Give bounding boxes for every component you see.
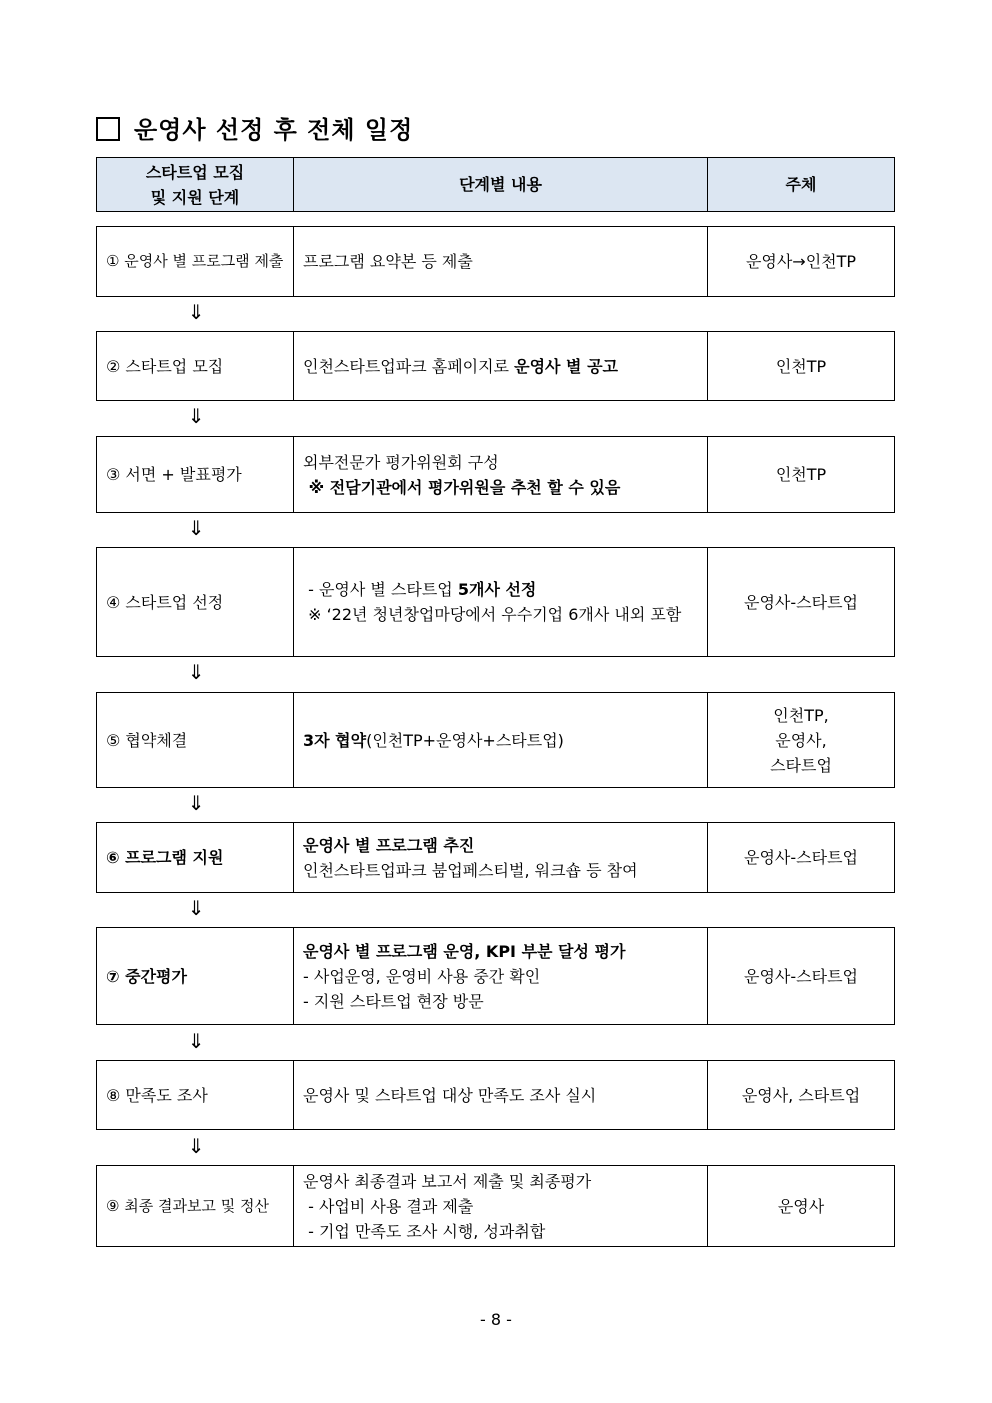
header-owner-label: 주체 <box>785 175 817 194</box>
down-arrow-icon: ⇓ <box>187 896 205 920</box>
content-line <box>303 1219 591 1244</box>
content-text: 운영사 별 프로그램 운영, KPI 부분 달성 평가 <box>303 941 626 961</box>
page-number: - 8 - <box>480 1310 512 1329</box>
content-text: ※ 전담기관에서 평가위원을 추천 할 수 있음 <box>303 477 621 497</box>
owner-label: 운영사 <box>777 1196 825 1216</box>
stage-label: ① 운영사 별 프로그램 제출 <box>106 252 284 270</box>
content-text: 5개사 선정 <box>457 580 537 599</box>
checkbox-square-icon <box>96 117 120 141</box>
stage-label: ⑨ 최종 결과보고 및 정산 <box>106 1196 269 1215</box>
stage-cell <box>97 823 294 892</box>
header-content-label: 단계별 내용 <box>459 175 542 194</box>
owner-label: 스타트업 <box>770 755 832 775</box>
stage-label: ② 스타트업 모집 <box>106 356 224 376</box>
owner-cell <box>708 227 894 296</box>
owner-cell <box>708 823 894 892</box>
table-row <box>96 927 895 1025</box>
stage-label: ④ 스타트업 선정 <box>106 592 224 612</box>
content-cell <box>294 332 708 400</box>
stage-label: ⑥ 프로그램 지원 <box>106 848 224 867</box>
down-arrow-icon: ⇓ <box>187 516 205 540</box>
content-cell <box>294 1061 708 1129</box>
owner-cell <box>708 332 894 400</box>
stage-cell <box>97 1166 294 1246</box>
content-cell <box>294 823 708 892</box>
content-line <box>303 450 620 475</box>
owner-label: 인천TP <box>775 465 827 484</box>
down-arrow-icon: ⇓ <box>187 1134 205 1158</box>
table-row <box>96 226 895 297</box>
down-arrow-icon: ⇓ <box>187 791 205 815</box>
down-arrow-icon: ⇓ <box>187 300 205 324</box>
content-text: 프로그램 요약본 등 제출 <box>303 252 473 271</box>
content-cell <box>294 437 708 512</box>
content-text: 3자 협약 <box>303 730 367 750</box>
content-text: - 기업 만족도 조사 시행, 성과취합 <box>303 1221 546 1241</box>
table-row <box>96 1165 895 1247</box>
owner-label: 운영사-스타트업 <box>744 848 858 867</box>
content-line <box>303 602 681 627</box>
owner-cell <box>708 437 894 512</box>
content-line <box>303 1083 596 1108</box>
table-row <box>96 547 895 657</box>
table-header <box>96 157 895 212</box>
header-stage <box>97 158 294 211</box>
table-row <box>96 436 895 513</box>
table-row <box>96 1060 895 1130</box>
down-arrow-icon: ⇓ <box>187 404 205 428</box>
content-text: 인천스타트업파크 홈페이지로 <box>303 356 515 376</box>
owner-cell <box>708 693 894 787</box>
stage-cell <box>97 437 294 512</box>
stage-label: ③ 서면 + 발표평가 <box>106 465 242 484</box>
content-text: 운영사 최종결과 보고서 제출 및 최종평가 <box>303 1171 592 1191</box>
content-text: 인천스타트업파크 붐업페스티벌, 워크숍 등 참여 <box>303 860 638 880</box>
stage-cell <box>97 548 294 656</box>
content-text: (인천TP+운영사+스타트업) <box>366 730 564 750</box>
content-line <box>303 939 625 964</box>
header-stage-line2: 및 지원 단계 <box>150 187 240 207</box>
content-cell <box>294 693 708 787</box>
content-line <box>303 577 681 602</box>
content-cell <box>294 227 708 296</box>
header-content <box>294 158 708 211</box>
owner-label: 운영사-스타트업 <box>744 966 858 986</box>
header-stage-line1: 스타트업 모집 <box>145 162 245 182</box>
content-text: 운영사 및 스타트업 대상 만족도 조사 실시 <box>303 1085 597 1105</box>
owner-label: 운영사-스타트업 <box>744 592 858 612</box>
content-cell <box>294 928 708 1024</box>
table-row <box>96 331 895 401</box>
content-text: 운영사 별 공고 <box>514 356 618 376</box>
content-line <box>303 964 625 989</box>
down-arrow-icon: ⇓ <box>187 1029 205 1053</box>
content-text: - 지원 스타트업 현장 방문 <box>303 991 484 1011</box>
owner-cell <box>708 1061 894 1129</box>
owner-cell <box>708 1166 894 1246</box>
down-arrow-icon: ⇓ <box>187 660 205 684</box>
stage-label: ⑦ 중간평가 <box>106 966 187 986</box>
owner-label: 운영사, <box>775 730 827 750</box>
owner-cell <box>708 928 894 1024</box>
owner-label: 운영사→인천TP <box>745 252 857 271</box>
owner-label: 인천TP, <box>773 705 829 725</box>
content-text: ※ ‘22년 청년창업마당에서 우수기업 6개사 내외 포함 <box>303 605 682 624</box>
content-text: - 사업운영, 운영비 사용 중간 확인 <box>303 966 541 986</box>
table-row <box>96 692 895 788</box>
header-owner <box>708 158 894 211</box>
content-text: 운영사 별 프로그램 추진 <box>303 835 475 855</box>
section-title-text: 운영사 선정 후 전체 일정 <box>134 115 414 144</box>
content-line <box>303 1194 591 1219</box>
content-line <box>303 1169 591 1194</box>
content-line <box>303 833 638 858</box>
stage-cell <box>97 693 294 787</box>
stage-cell <box>97 928 294 1024</box>
stage-label: ⑤ 협약체결 <box>106 730 188 750</box>
content-cell <box>294 548 708 656</box>
content-line <box>303 354 618 379</box>
table-row <box>96 822 895 893</box>
stage-cell <box>97 1061 294 1129</box>
stage-cell <box>97 332 294 400</box>
content-line <box>303 728 564 753</box>
content-cell <box>294 1166 708 1246</box>
stage-cell <box>97 227 294 296</box>
owner-label: 운영사, 스타트업 <box>741 1085 861 1105</box>
stage-label: ⑧ 만족도 조사 <box>106 1085 208 1105</box>
section-title <box>96 112 413 148</box>
content-text: 외부전문가 평가위원회 구성 <box>303 452 499 472</box>
owner-cell <box>708 548 894 656</box>
content-line <box>303 249 473 274</box>
content-text: - 운영사 별 스타트업 <box>303 580 458 599</box>
owner-label: 인천TP <box>775 356 827 376</box>
content-text: - 사업비 사용 결과 제출 <box>303 1196 474 1216</box>
content-line <box>303 475 620 500</box>
content-line <box>303 989 625 1014</box>
content-line <box>303 858 638 883</box>
